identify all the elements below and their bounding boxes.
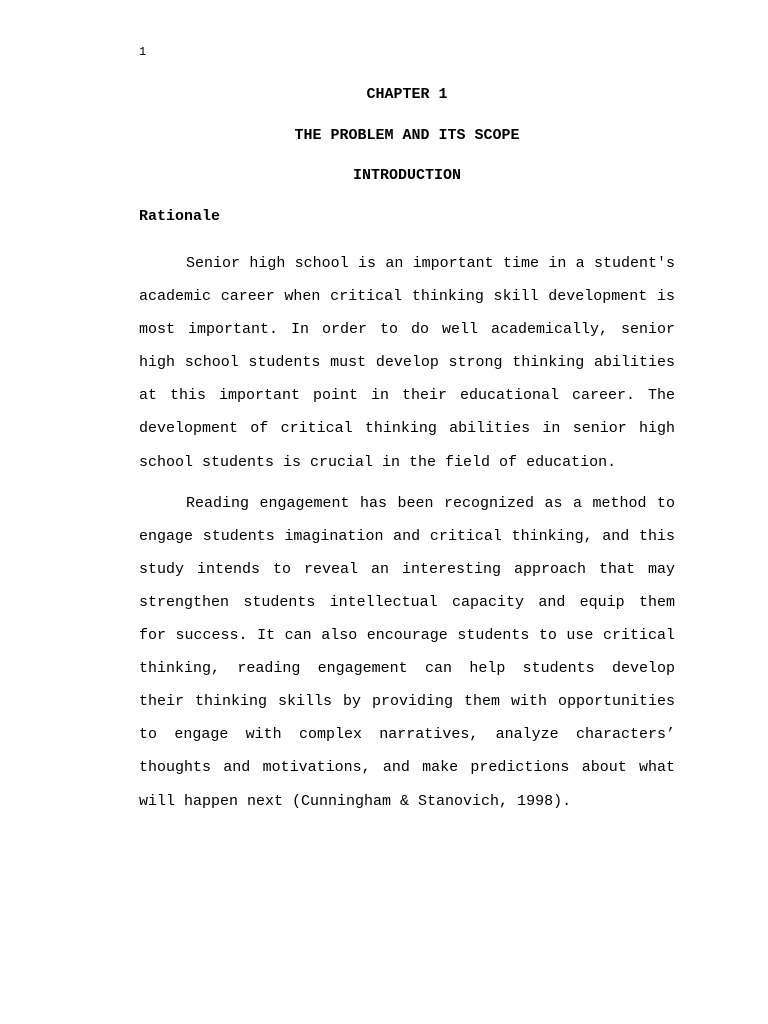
section-heading: INTRODUCTION bbox=[352, 167, 462, 184]
paragraph-1: Senior high school is an important time in a student's academic career when critical thinking skill development is most important. In order to do well academically, senior high school students must develop strong thinking abilities at this important point in their educational career. The development of critical thinking abilities in senior high school students is crucial in the field of education. bbox=[139, 255, 675, 471]
subsection-heading: Rationale bbox=[139, 208, 221, 225]
chapter-heading: CHAPTER 1 bbox=[366, 86, 448, 103]
chapter-title: THE PROBLEM AND ITS SCOPE bbox=[294, 127, 520, 144]
paragraph-2: Reading engagement has been recognized as a method to engage students imagination and critical thinking, and this study intends to reveal an interesting approach that may strengthen students intellectual capacity and equip them for success. It can also encourage students to use critical thinking, reading engagement can help students develop their thinking skills by providing them with opportunities to engage with complex narratives, analyze characters’ thoughts and motivations, and make predictions about what will happen next (Cunningham & Stanovich, 1998). bbox=[139, 494, 675, 810]
document-content bbox=[139, 85, 675, 826]
page-number: 1 bbox=[139, 45, 147, 59]
